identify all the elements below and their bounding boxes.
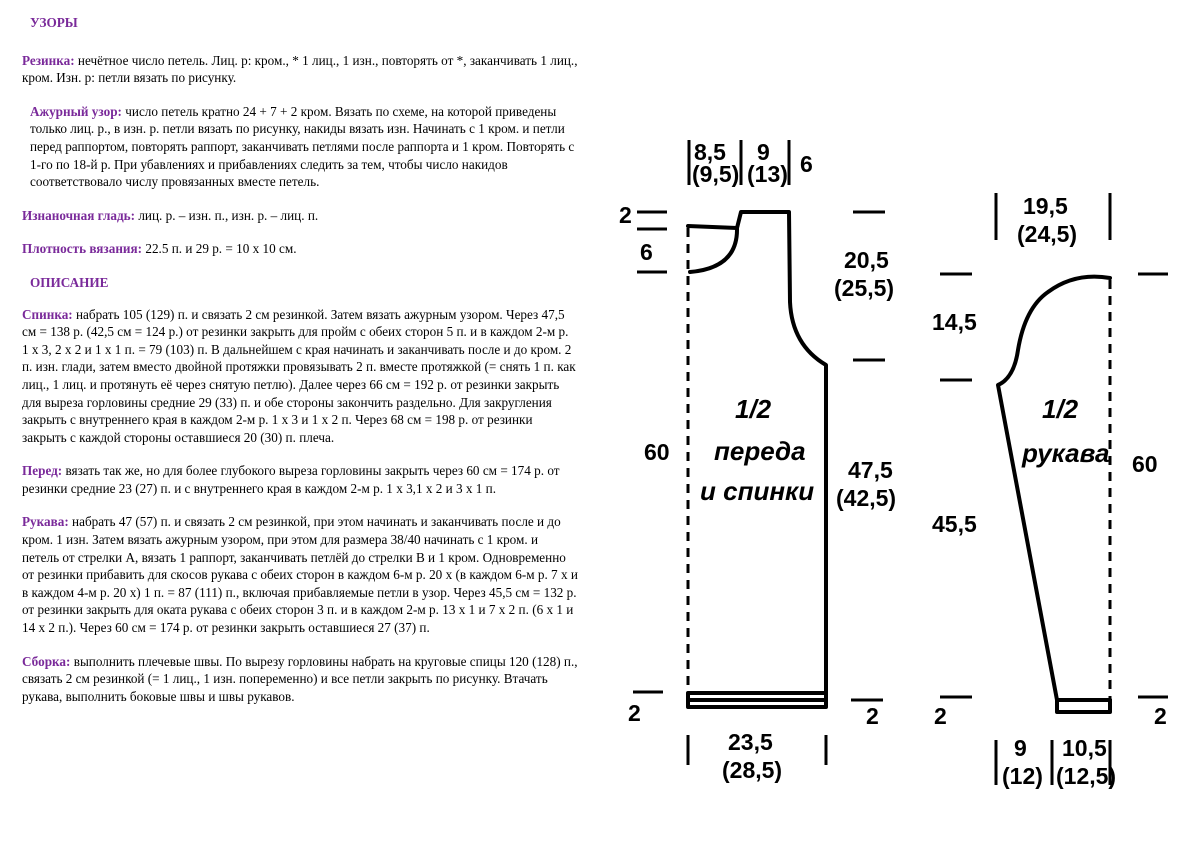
body-top-c: 6	[800, 151, 813, 177]
rib-label: Резинка:	[22, 52, 75, 68]
body-label-3: и спинки	[700, 476, 815, 506]
front-label: Перед:	[22, 463, 63, 479]
purl-text: лиц. р. – изн. п., изн. р. – лиц. п.	[138, 207, 319, 223]
body-bottom-right: 2	[866, 703, 879, 729]
body-right-top-alt: (25,5)	[834, 275, 895, 301]
sleeve-text: набрать 47 (57) п. и связать 2 см резинкой, при этом начинать и заканчивать после и до кром. 1 изн. Затем вязать ажурным узором, при этом для размера 38/40 начинать с 1 кром. и петель от стрелки А, вязать 1 раппорт, заканчивать петлёй до стрелки В и 1 кром. Одновременно от резинки прибавить для скосов рукава с обеих сторон в каждом 6-м р. 20 х (в каждом 6-м р. 7 х и в каждом 4-м р. 20 х) 1 п. = 87 (111) п., включая прибавляемые петли в узор. Через 45,5 см = 132 р. от резинки закрыть для оката рукава с обеих сторон 3 п. и в каждом 2-м р. 13 х 1 и 7 х 2 п. (6 х 1 и 14 х 2 п.). Через 60 см = 174 р. от резинки закрыть оставшиеся 27 (37) п.	[22, 514, 578, 636]
body-neckline	[690, 228, 737, 272]
sleeve-cap: 14,5	[932, 309, 977, 335]
description-title: ОПИСАНИЕ	[30, 274, 109, 290]
body-right-top: 20,5	[844, 247, 889, 273]
patterns-title: УЗОРЫ	[30, 15, 78, 30]
body-width: 23,5	[728, 729, 773, 755]
sleeve-label: Рукава:	[22, 514, 69, 530]
body-left-neck: 6	[640, 239, 653, 265]
sleeve-right-height: 60	[1132, 451, 1158, 477]
gauge-label: Плотность вязания:	[22, 241, 143, 257]
front-text: вязать так же, но для более глубокого выреза горловины закрыть через 60 см = 174 р. от резинки средние 23 (27) п. и с внутреннего края в каждом 2-м р. 1 х 3,1 х 2 и 3 х 1 п.	[22, 463, 560, 496]
body-top-a-alt: (9,5)	[692, 161, 740, 187]
sleeve-shape	[998, 277, 1110, 700]
sleeve-bottom-a: 9	[1014, 735, 1027, 761]
sleeve-label-2: рукава	[1022, 438, 1110, 468]
lace-label: Ажурный узор:	[30, 103, 122, 119]
gauge-text: 22.5 п. и 29 р. = 10 х 10 см.	[145, 241, 297, 257]
body-label-1: 1/2	[735, 394, 772, 424]
body-right-side: 47,5	[848, 457, 893, 483]
body-top-b: 9	[757, 139, 770, 165]
sleeve-bottom-left: 2	[934, 703, 947, 729]
rib-text: нечётное число петель. Лиц. р: кром., * 1 лиц., 1 изн., повторять от *, заканчивать 1 лиц., кром. Изн. р: петли вязать по рисунку.	[22, 52, 578, 86]
sleeve-top-alt: (24,5)	[1017, 221, 1078, 247]
body-left-height: 60	[644, 439, 670, 465]
sleeve-bottom-a-alt: (12)	[1002, 763, 1043, 789]
assembly-label: Сборка:	[22, 653, 71, 669]
back-label: Спинка:	[22, 306, 73, 322]
sleeve-left-lower: 45,5	[932, 511, 977, 537]
back-text: набрать 105 (129) п. и связать 2 см резинкой. Затем вязать ажурным узором. Через 47,5 см = 138 р. (42,5 см = 124 р.) от резинки закрыть для пройм с обеих сторон 5 п. и в каждом 2-м р. 1 х 3, 2 х 2 и 1 х 1 п. = 79 (103) п. В дальнейшем с края начинать и заканчивать после и до кром. 2 п. изн. глади, затем вместо двойной протяжки провязывать 2 п. вместе протяжкой (= снять 1 п. как лиц., 1 лиц. и протянуть её через снятую петлю). Далее через 66 см = 192 р. от резинки закрыть для выреза горловины средние 29 (33) п. и обе стороны закончить раздельно. Для закругления закрыть с внутреннего края в каждом 2-м р. 1 х 3 и 1 х 2 п. Через 68 см = 198 р. от резинки закрыть с каждой стороны оставшиеся 20 (30) п. плеча.	[22, 306, 576, 445]
lace-text: число петель кратно 24 + 7 + 2 кром. Вязать по схеме, на которой приведены только лиц. р., в изн. р. петли вязать по рисунку, накиды вязать изн. Начинать с 1 кром. и петли перед раппортом, повторять раппорт, заканчивать петлями после раппорта и 1 кром. Повторять с 1-го по 18-й р. При убавлениях и прибавлениях следить за тем, чтобы число накидов соответствовало числу провязанных вместе петель.	[30, 103, 575, 190]
body-left-top: 2	[619, 202, 632, 228]
purl-label: Изнаночная гладь:	[22, 207, 136, 223]
sleeve-top: 19,5	[1023, 193, 1068, 219]
body-right-side-alt: (42,5)	[836, 485, 897, 511]
body-label-2: переда	[714, 436, 806, 466]
body-top-a: 8,5	[694, 139, 726, 165]
assembly-text: выполнить плечевые швы. По вырезу горловины набрать на круговые спицы 120 (128) п., связать 2 см резинкой (= 1 лиц., 1 изн. попеременно) и все петли закрыть по рисунку. Втачать рукава, выполнить боковые швы и швы рукавов.	[22, 653, 578, 704]
sleeve-bottom-b-alt: (12,5)	[1056, 763, 1117, 789]
sleeve-bottom-right: 2	[1154, 703, 1167, 729]
body-top-b-alt: (13)	[747, 161, 788, 187]
sleeve-cuff	[1057, 700, 1110, 712]
sleeve-outline	[998, 277, 1110, 712]
body-bottom-left: 2	[628, 700, 641, 726]
sleeve-label-1: 1/2	[1042, 394, 1079, 424]
sleeve-bottom-b: 10,5	[1062, 735, 1107, 761]
body-width-alt: (28,5)	[722, 757, 783, 783]
